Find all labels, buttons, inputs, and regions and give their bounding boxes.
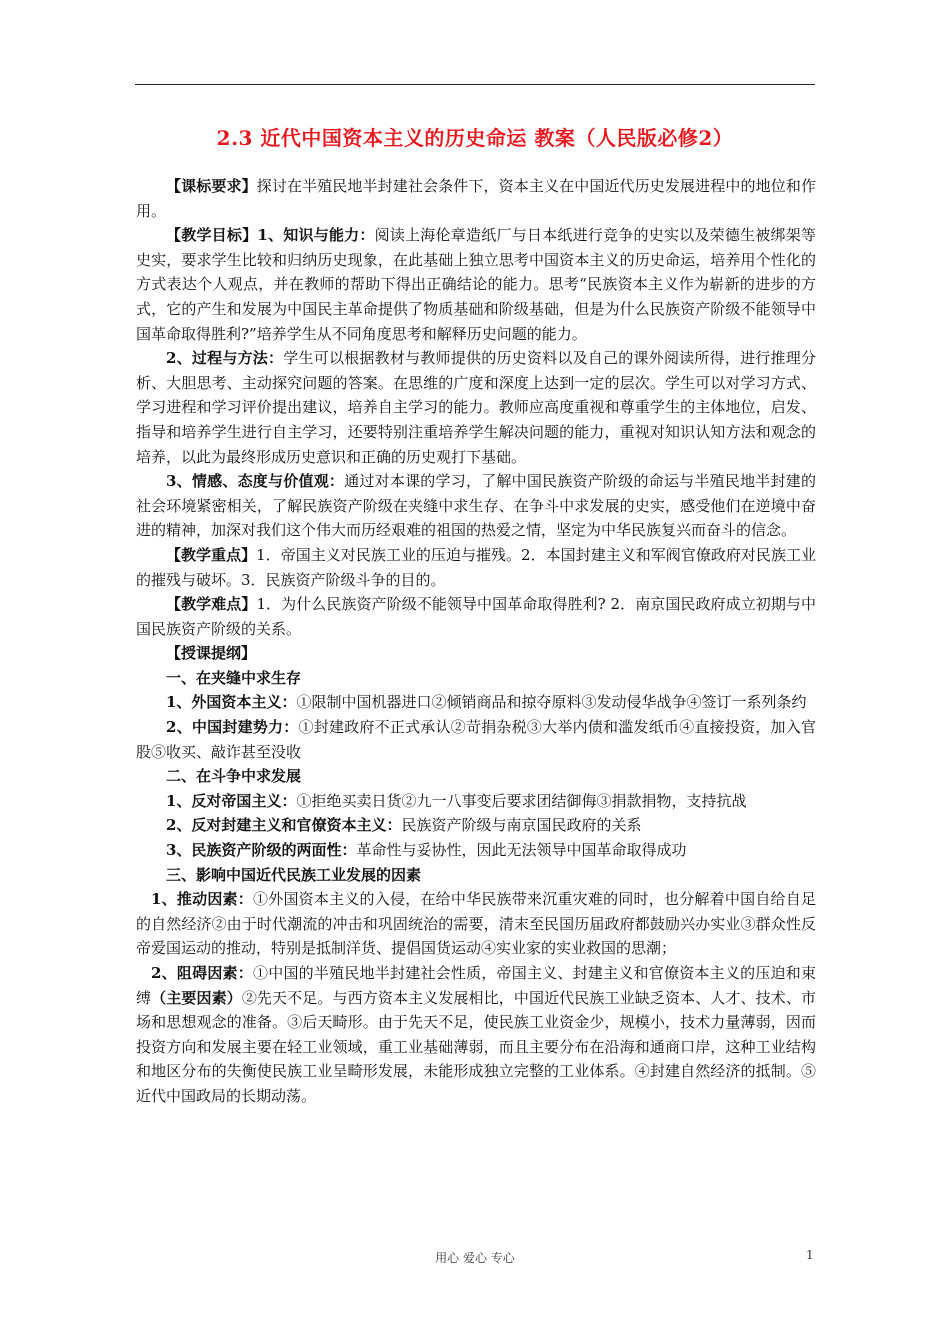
paragraph-course-standard: 【课标要求】探讨在半殖民地半封建社会条件下，资本主义在中国近代历史发展进程中的地位和作用。 xyxy=(136,177,816,220)
paragraph-3-2: 2、阻碍因素：①中国的半殖民地半封建社会性质，帝国主义、封建主义和官僚资本主义的压迫和束缚（主要因素）②先天不足。与西方资本主义发展相比，中国近代民族工业缺乏资本、人才、技术、市场和思想观念的准备。③后天畸形。由于先天不足，使民族工业资金少，规模小，技术力量薄弱，因而投资方向和发展主要在轻工业领域，重工业基础薄弱，而且主要分布在沿海和通商口岸，这种工业结构和地区分布的失衡使民族工业呈畸形发展，未能形成独立完整的工业体系。④封建自然经济的抵制。⑤近代中国政局的长期动荡。 xyxy=(136,964,816,1105)
paragraph-key-points: 【教学重点】1．帝国主义对民族工业的压迫与摧残。2．本国封建主义和军阀官僚政府对民族工业的摧残与破坏。3．民族资产阶级斗争的目的。 xyxy=(136,545,816,589)
heading-section-1: 一、在夹缝中求生存 xyxy=(166,668,302,687)
paragraph-2-2: 2、反对封建主义和官僚资本主义：民族资产阶级与南京国民政府的关系 xyxy=(166,816,642,835)
paragraph-3-1: 1、推动因素：①外国资本主义的入侵，在给中华民族带来沉重灾难的同时，也分解着中国自给自足的自然经济②由于时代潮流的冲击和巩固统治的需要，清末至民国历届政府都鼓励兴办实业③群众性反帝爱国运动的推动，特别是抵制洋货、提倡国货运动④实业家的实业救国的思潮； xyxy=(136,890,816,958)
heading-outline: 【授课提纲】 xyxy=(166,644,257,663)
paragraph-objective-3: 3、情感、态度与价值观：通过对本课的学习，了解中国民族资产阶级的命运与半殖民地半封建的社会环境紧密相关，了解民族资产阶级在夹缝中求生存、在争斗中求发展的史实，感受他们在逆境中奋进的精神，加深对我们这个伟大而历经艰难的祖国的热爱之情，坚定为中华民族复兴而奋斗的信念。 xyxy=(136,472,816,540)
heading-section-2: 二、在斗争中求发展 xyxy=(166,767,302,786)
paragraph-2-3: 3、民族资产阶级的两面性：革命性与妥协性，因此无法领导中国革命取得成功 xyxy=(166,841,687,860)
page-footer: 用心 爱心 专心 xyxy=(435,1251,515,1265)
paragraph-1-1: 1、外国资本主义：①限制中国机器进口②倾销商品和掠夺原料③发动侵华战争④签订一系列条约 xyxy=(166,693,807,712)
paragraph-difficulties: 【教学难点】1．为什么民族资产阶级不能领导中国革命取得胜利? 2．南京国民政府成立初期与中国民族资产阶级的关系。 xyxy=(136,595,816,638)
document-body xyxy=(136,174,816,1109)
paragraph-objective-2: 2、过程与方法：学生可以根据教材与教师提供的历史资料以及自己的课外阅读所得，进行推理分析、大胆思考、主动探究问题的答案。在思维的广度和深度上达到一定的层次。学生可以对学习方式、学习进程和学习评价提出建议，培养自主学习的能力。教师应高度重视和尊重学生的主体地位，启发、指导和培养学生进行自主学习，还要特别注重培养学生解决问题的能力，重视对知识认知方法和观念的培养，以此为最终形成历史意识和正确的历史观打下基础。 xyxy=(136,349,816,466)
paragraph-1-2: 2、中国封建势力：①封建政府不正式承认②苛捐杂税③大举内债和滥发纸币④直接投资，加入官股⑤收买、敲诈甚至没收 xyxy=(136,718,816,761)
paragraph-objective-1: 【教学目标】1、知识与能力：阅读上海伦章造纸厂与日本纸进行竞争的史实以及荣德生被绑架等史实，要求学生比较和归纳历史现象，在此基础上独立思考中国资本主义的历史命运，培养用个性化的方式表达个人观点，并在教师的帮助下得出正确结论的能力。思考“民族资本主义作为崭新的进步的方式，它的产生和发展为中国民主革命提供了物质基础和阶级基础，但是为什么民族资产阶级不能领导中国革命取得胜利?”培养学生从不同角度思考和解释历史问题的能力。 xyxy=(136,226,816,343)
paragraph-2-1: 1、反对帝国主义：①拒绝买卖日货②九一八事变后要求团结御侮③捐款捐物，支持抗战 xyxy=(166,791,747,810)
document-title: 2.3 近代中国资本主义的历史命运 教案（人民版必修2） xyxy=(216,126,734,150)
header-rule xyxy=(135,84,815,85)
heading-section-3: 三、影响中国近代民族工业发展的因素 xyxy=(166,865,422,884)
page-number: 1 xyxy=(806,1248,814,1262)
